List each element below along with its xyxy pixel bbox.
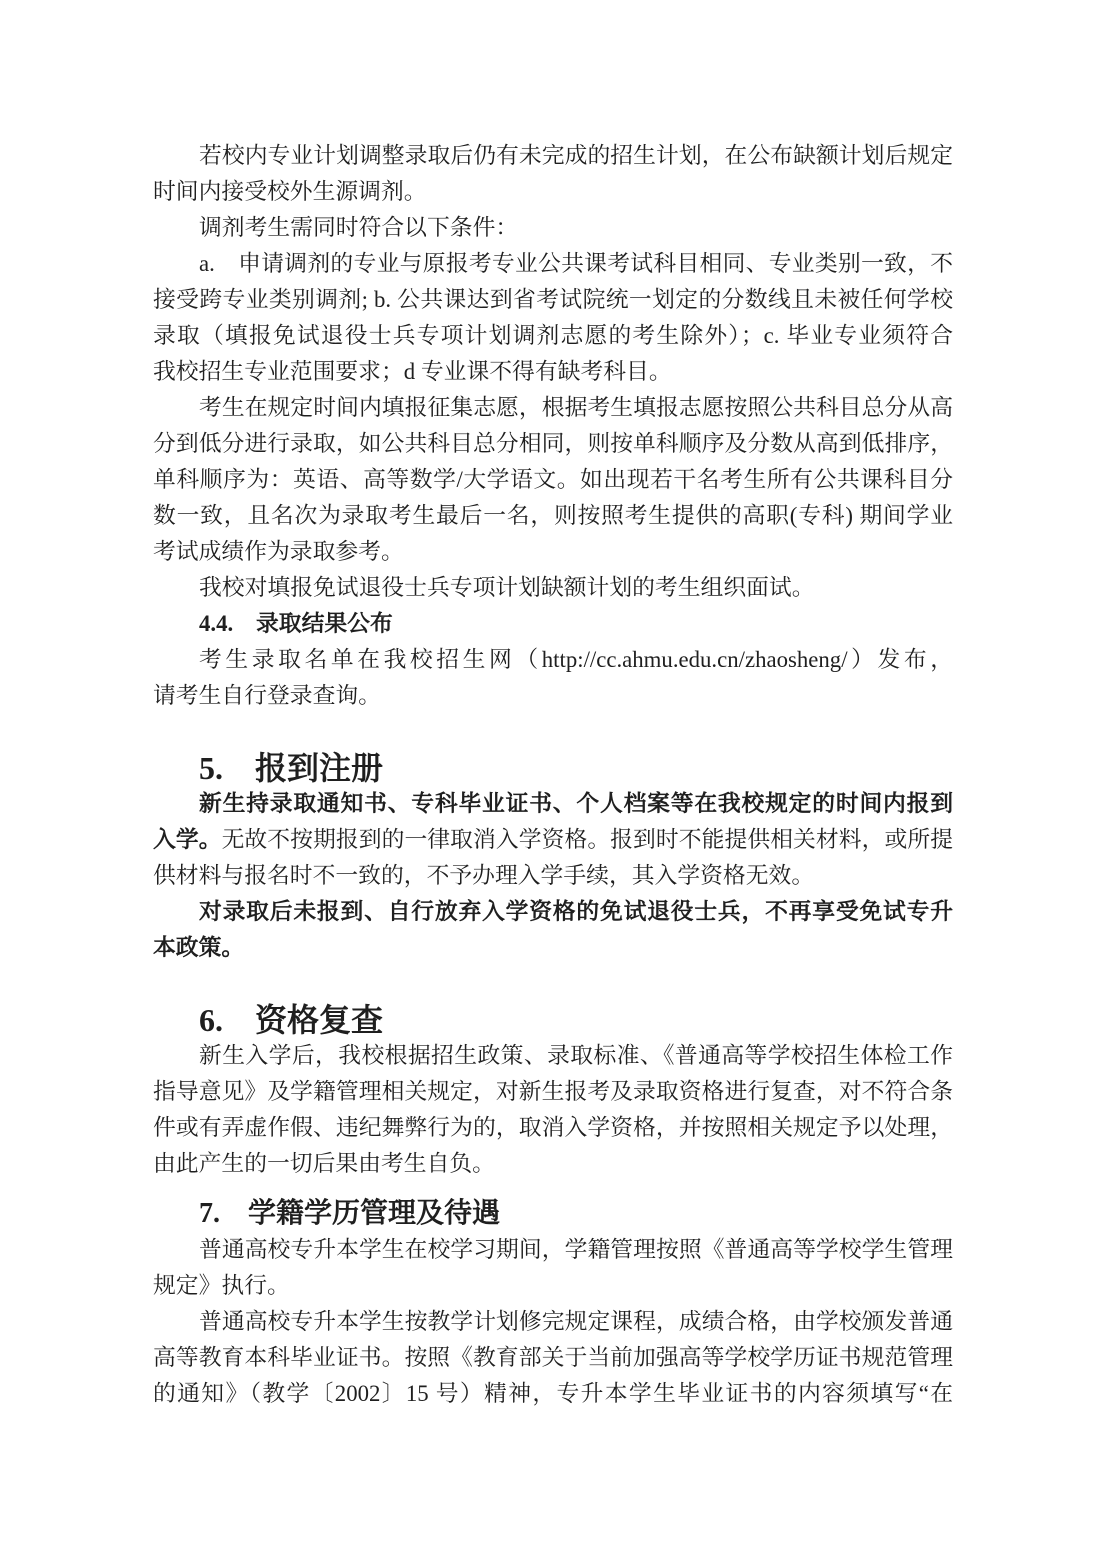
text-line bbox=[153, 1110, 953, 1146]
text-segment: 对录取后未报到、自行放弃入学资格的免试退役士兵，不再享受免试专升 bbox=[199, 899, 953, 924]
text-line bbox=[153, 354, 953, 390]
text-line bbox=[153, 858, 953, 894]
text-segment: 6. 资格复查 bbox=[199, 1002, 384, 1038]
text-line bbox=[153, 1038, 953, 1074]
text-segment: 入学。 bbox=[153, 827, 222, 852]
text-segment: 单科顺序为：英语、高等数学/大学语文。如出现若干名考生所有公共课科目分 bbox=[153, 467, 953, 492]
text-segment: 供材料与报名时不一致的，不予办理入学手续，其入学资格无效。 bbox=[153, 863, 815, 888]
text-segment: 时间内接受校外生源调剂。 bbox=[153, 179, 427, 204]
text-segment: 考生录取名单在我校招生网（http://cc.ahmu.edu.cn/zhaosheng/）发布， bbox=[199, 647, 953, 672]
section-heading bbox=[153, 606, 953, 642]
text-line bbox=[153, 678, 953, 714]
section-heading bbox=[153, 1002, 953, 1038]
text-segment: a. 申请调剂的专业与原报考专业公共课考试科目相同、专业类别一致，不 bbox=[199, 251, 953, 276]
text-segment: 请考生自行登录查询。 bbox=[153, 683, 381, 708]
text-segment: 调剂考生需同时符合以下条件： bbox=[199, 215, 519, 240]
text-segment: 若校内专业计划调整录取后仍有未完成的招生计划，在公布缺额计划后规定 bbox=[199, 143, 953, 168]
text-segment: 录取（填报免试退役士兵专项计划调剂志愿的考生除外）；c. 毕业专业须符合 bbox=[153, 323, 953, 348]
text-line bbox=[153, 498, 953, 534]
text-segment: 无故不按期报到的一律取消入学资格。报到时不能提供相关材料，或所提 bbox=[221, 827, 954, 852]
text-line bbox=[153, 282, 953, 318]
text-line bbox=[153, 822, 953, 858]
text-line bbox=[153, 1376, 953, 1412]
text-line bbox=[153, 534, 953, 570]
text-line bbox=[153, 426, 953, 462]
text-segment: 本政策。 bbox=[153, 935, 245, 960]
text-segment: 我校对填报免试退役士兵专项计划缺额计划的考生组织面试。 bbox=[199, 575, 815, 600]
text-line bbox=[153, 1340, 953, 1376]
text-segment: 数一致，且名次为录取考生最后一名，则按照考生提供的高职(专科) 期间学业 bbox=[153, 503, 953, 528]
text-line bbox=[153, 1304, 953, 1340]
text-segment: 普通高校专升本学生在校学习期间，学籍管理按照《普通高等学校学生管理 bbox=[199, 1237, 953, 1262]
text-segment: 考生在规定时间内填报征集志愿，根据考生填报志愿按照公共科目总分从高 bbox=[199, 395, 953, 420]
text-segment: 普通高校专升本学生按教学计划修完规定课程，成绩合格，由学校颁发普通 bbox=[199, 1309, 953, 1334]
text-segment: 5. 报到注册 bbox=[199, 750, 384, 786]
text-line bbox=[153, 930, 953, 966]
document-body bbox=[153, 138, 953, 1412]
text-line bbox=[153, 642, 953, 678]
text-line bbox=[153, 462, 953, 498]
text-segment: 新生入学后，我校根据招生政策、录取标准、《普通高等学校招生体检工作 bbox=[199, 1043, 953, 1068]
text-line bbox=[153, 174, 953, 210]
text-segment: 的通知》（教学〔2002〕15 号）精神，专升本学生毕业证书的内容须填写“在 bbox=[153, 1381, 953, 1406]
text-line bbox=[153, 1146, 953, 1182]
text-segment: 7. 学籍学历管理及待遇 bbox=[199, 1198, 501, 1229]
text-line bbox=[153, 390, 953, 426]
text-line bbox=[153, 138, 953, 174]
text-segment: 由此产生的一切后果由考生自负。 bbox=[153, 1151, 495, 1176]
text-segment: 考试成绩作为录取参考。 bbox=[153, 539, 404, 564]
text-segment: 4.4. 录取结果公布 bbox=[199, 611, 393, 636]
text-line bbox=[153, 1232, 953, 1268]
text-segment: 高等教育本科毕业证书。按照《教育部关于当前加强高等学校学历证书规范管理 bbox=[153, 1345, 953, 1370]
text-line bbox=[153, 1268, 953, 1304]
text-line bbox=[153, 570, 953, 606]
text-segment: 指导意见》及学籍管理相关规定，对新生报考及录取资格进行复查，对不符合条 bbox=[153, 1079, 953, 1104]
text-segment: 接受跨专业类别调剂; b. 公共课达到省考试院统一划定的分数线且未被任何学校 bbox=[153, 287, 953, 312]
text-segment: 我校招生专业范围要求；d 专业课不得有缺考科目。 bbox=[153, 359, 672, 384]
text-line bbox=[153, 246, 953, 282]
section-heading bbox=[153, 1196, 953, 1232]
text-line bbox=[153, 786, 953, 822]
text-line bbox=[153, 210, 953, 246]
text-line bbox=[153, 894, 953, 930]
text-segment: 分到低分进行录取，如公共科目总分相同，则按单科顺序及分数从高到低排序， bbox=[153, 431, 953, 456]
section-heading bbox=[153, 750, 953, 786]
text-line bbox=[153, 318, 953, 354]
text-segment: 件或有弄虚作假、违纪舞弊行为的，取消入学资格，并按照相关规定予以处理， bbox=[153, 1115, 953, 1140]
text-segment: 新生持录取通知书、专科毕业证书、个人档案等在我校规定的时间内报到 bbox=[199, 791, 953, 816]
text-segment: 规定》执行。 bbox=[153, 1273, 290, 1298]
text-line bbox=[153, 1074, 953, 1110]
